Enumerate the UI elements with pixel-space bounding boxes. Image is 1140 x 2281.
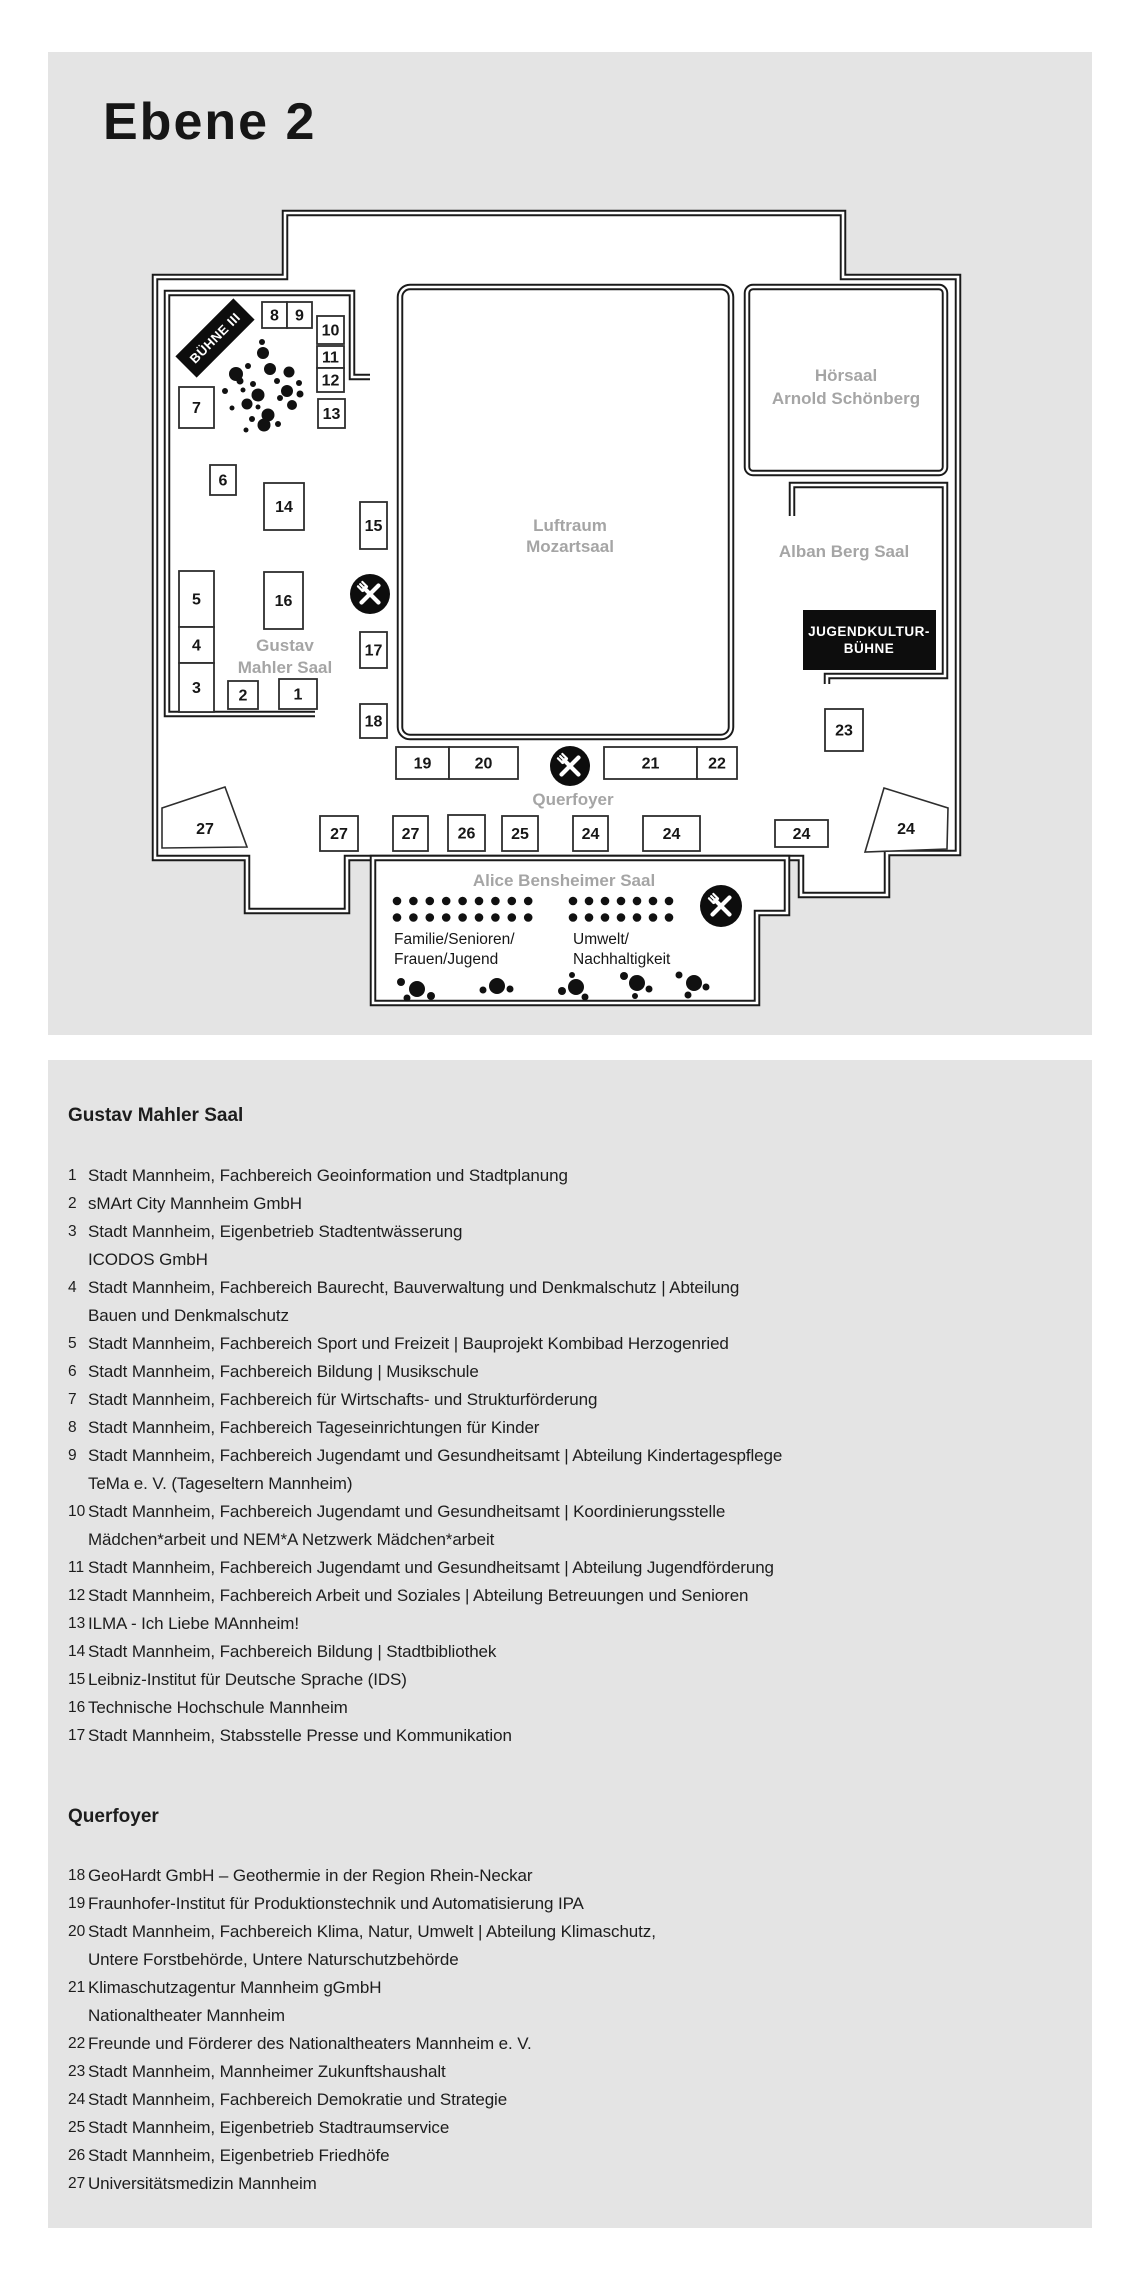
crowd-dot bbox=[242, 399, 253, 410]
audience-dot bbox=[633, 913, 642, 922]
crowd-dot bbox=[427, 992, 435, 1000]
legend-entry-text: Universitätsmedizin Mannheim bbox=[88, 2174, 317, 2193]
legend-entry-text: Stadt Mannheim, Eigenbetrieb Stadtentwässerung bbox=[88, 1222, 463, 1241]
legend-entry-text: GeoHardt GmbH – Geothermie in der Region Rhein-Neckar bbox=[88, 1866, 533, 1885]
crowd-dot bbox=[287, 400, 297, 410]
crowd-dot bbox=[249, 416, 255, 422]
legend-entry-number: 4 bbox=[68, 1279, 77, 1296]
legend-entry-number: 5 bbox=[68, 1335, 77, 1352]
legend-entry-text: Stadt Mannheim, Fachbereich Klima, Natur, Umwelt | Abteilung Klimaschutz, bbox=[88, 1922, 656, 1941]
legend-entry-13 bbox=[48, 1610, 1092, 1638]
legend-entry-24 bbox=[48, 2086, 1092, 2114]
crowd-dot bbox=[250, 381, 256, 387]
legend-entry-number: 16 bbox=[68, 1699, 86, 1716]
legend-section-querfoyer bbox=[48, 1806, 1092, 2193]
legend-entry-text: Nationaltheater Mannheim bbox=[88, 2006, 285, 2025]
booth-24-label: 24 bbox=[792, 826, 811, 843]
legend-entry-number: 9 bbox=[68, 1447, 77, 1464]
crowd-dot bbox=[244, 428, 249, 433]
crowd-dot bbox=[507, 986, 514, 993]
legend-entry-text: sMArt City Mannheim GmbH bbox=[88, 1194, 302, 1213]
legend-entry-9 bbox=[48, 1442, 1092, 1470]
legend-entry-2 bbox=[48, 1190, 1092, 1218]
legend-entry-11 bbox=[48, 1554, 1092, 1582]
umwelt-label: Umwelt/ bbox=[573, 931, 629, 948]
legend-entry-number: 12 bbox=[68, 1587, 86, 1604]
audience-dot bbox=[426, 897, 435, 906]
legend-entry-text: Stadt Mannheim, Fachbereich Jugendamt und Gesundheitsamt | Abteilung Kindertagespflege bbox=[88, 1446, 783, 1465]
jugendkultur-buehne-label: JUGENDKULTUR- bbox=[808, 624, 930, 639]
booth-15-label: 15 bbox=[364, 518, 383, 535]
legend-entry-text: Leibniz-Institut für Deutsche Sprache (IDS) bbox=[88, 1670, 407, 1689]
crowd-dot bbox=[646, 986, 653, 993]
legend-entry-text: Stadt Mannheim, Stabsstelle Presse und Kommunikation bbox=[88, 1726, 512, 1745]
audience-dot bbox=[458, 897, 467, 906]
hoersaal-label: Hörsaal bbox=[814, 366, 878, 385]
gustav-mahler-saal-label: Gustav bbox=[256, 636, 314, 655]
crowd-dot bbox=[568, 979, 584, 995]
legend-entry-number: 14 bbox=[68, 1643, 86, 1660]
crowd-dot bbox=[489, 978, 505, 994]
audience-dot bbox=[601, 897, 610, 906]
buehne-iii-label: BÜHNE III bbox=[186, 309, 244, 367]
legend-entry-text: TeMa e. V. (Tageseltern Mannheim) bbox=[88, 1474, 353, 1493]
audience-dot bbox=[649, 897, 658, 906]
legend-entry-text: Stadt Mannheim, Fachbereich Jugendamt und Gesundheitsamt | Abteilung Jugendförderung bbox=[88, 1558, 774, 1577]
hoersaal-label: Arnold Schönberg bbox=[771, 389, 921, 408]
legend-entry-continuation bbox=[48, 1946, 1092, 1974]
restaurant-icon bbox=[550, 746, 590, 786]
crowd-dot bbox=[256, 405, 261, 410]
luftraum-mozartsaal-room bbox=[400, 287, 731, 737]
legend-entry-26 bbox=[48, 2142, 1092, 2170]
legend-entry-number: 13 bbox=[68, 1615, 86, 1632]
luftraum-mozartsaal-label: Luftraum bbox=[533, 516, 607, 535]
legend-entry-14 bbox=[48, 1638, 1092, 1666]
legend-entry-number: 15 bbox=[68, 1671, 86, 1688]
legend-entry-number: 24 bbox=[68, 2091, 86, 2108]
jugendkultur-buehne bbox=[803, 610, 936, 670]
booth-2-label: 2 bbox=[238, 687, 248, 705]
floorplan-panel bbox=[48, 52, 1092, 1035]
audience-dot bbox=[409, 897, 418, 906]
legend-entry-18 bbox=[48, 1862, 1092, 1890]
audience-dot bbox=[617, 897, 626, 906]
crowd-dot bbox=[264, 363, 276, 375]
legend-entry-number: 11 bbox=[68, 1559, 85, 1576]
booth-13-label: 13 bbox=[322, 406, 341, 423]
legend-entry-12 bbox=[48, 1582, 1092, 1610]
legend-entry-text: Stadt Mannheim, Fachbereich Sport und Freizeit | Bauprojekt Kombibad Herzogenried bbox=[88, 1334, 729, 1353]
booth-9-label: 9 bbox=[295, 307, 304, 325]
crowd-dot bbox=[230, 406, 235, 411]
crowd-dot bbox=[558, 987, 566, 995]
audience-dot bbox=[491, 913, 500, 922]
legend-entry-number: 17 bbox=[68, 1727, 86, 1744]
legend-entry-number: 3 bbox=[68, 1223, 77, 1240]
legend-entry-number: 19 bbox=[68, 1895, 86, 1912]
booth-22-label: 22 bbox=[708, 755, 726, 773]
legend-entry-number: 18 bbox=[68, 1867, 86, 1884]
gustav-mahler-saal-label: Mahler Saal bbox=[237, 658, 333, 677]
crowd-dot bbox=[404, 995, 411, 1002]
crowd-dot bbox=[629, 975, 645, 991]
legend-entry-number: 23 bbox=[68, 2063, 86, 2080]
legend-entry-10 bbox=[48, 1498, 1092, 1526]
jugendkultur-buehne-stage bbox=[803, 610, 936, 670]
legend-heading: Gustav Mahler Saal bbox=[68, 1105, 244, 1126]
booth-24-label: 24 bbox=[581, 826, 600, 843]
audience-dot bbox=[491, 897, 500, 906]
booth-10-label: 10 bbox=[321, 322, 340, 340]
legend-entry-number: 21 bbox=[68, 1979, 86, 1996]
legend-entry-7 bbox=[48, 1386, 1092, 1414]
jugendkultur-buehne-label: BÜHNE bbox=[843, 641, 895, 656]
crowd-dot bbox=[409, 981, 425, 997]
audience-dot bbox=[665, 897, 674, 906]
audience-dot bbox=[569, 913, 578, 922]
restaurant-icon bbox=[700, 885, 742, 927]
booth-17-label: 17 bbox=[364, 642, 383, 660]
legend-entry-text: Stadt Mannheim, Mannheimer Zukunftshaushalt bbox=[88, 2062, 446, 2081]
crowd-dot bbox=[275, 421, 281, 427]
crowd-dot bbox=[259, 339, 265, 345]
legend-entry-3 bbox=[48, 1218, 1092, 1246]
audience-dot bbox=[409, 913, 418, 922]
legend-entry-number: 22 bbox=[68, 2035, 86, 2052]
booth-24-label: 24 bbox=[897, 821, 915, 838]
legend-entry-text: Mädchen*arbeit und NEM*A Netzwerk Mädchen*arbeit bbox=[88, 1530, 495, 1549]
legend-entry-20 bbox=[48, 1918, 1092, 1946]
crowd-dot bbox=[397, 978, 405, 986]
crowd-dot bbox=[569, 972, 575, 978]
legend-entry-text: Fraunhofer-Institut für Produktionstechnik und Automatisierung IPA bbox=[88, 1894, 584, 1913]
legend-section-gustav-mahler-saal bbox=[48, 1105, 1092, 1745]
crowd-dot bbox=[281, 385, 293, 397]
legend-heading: Querfoyer bbox=[68, 1806, 159, 1827]
audience-dot bbox=[601, 913, 610, 922]
audience-dot bbox=[524, 913, 533, 922]
legend-entry-continuation bbox=[48, 1526, 1092, 1554]
booth-12-label: 12 bbox=[321, 372, 340, 390]
legend-entry-text: Bauen und Denkmalschutz bbox=[88, 1306, 289, 1325]
legend-entry-continuation bbox=[48, 1470, 1092, 1498]
crowd-dot bbox=[222, 388, 228, 394]
legend-entry-8 bbox=[48, 1414, 1092, 1442]
legend-entry-number: 10 bbox=[68, 1503, 86, 1520]
legend-rows bbox=[48, 1862, 1092, 2198]
legend-entry-continuation bbox=[48, 2002, 1092, 2030]
legend-entry-text: ICODOS GmbH bbox=[88, 1250, 208, 1269]
umwelt-label: Nachhaltigkeit bbox=[573, 951, 671, 968]
crowd-dot bbox=[676, 972, 683, 979]
audience-dot bbox=[633, 897, 642, 906]
crowd-dot bbox=[257, 347, 269, 359]
audience-dot bbox=[475, 897, 484, 906]
booth-3-label: 3 bbox=[192, 680, 201, 697]
legend-entry-text: Technische Hochschule Mannheim bbox=[88, 1698, 348, 1717]
legend-entry-text: Stadt Mannheim, Fachbereich Geoinformation und Stadtplanung bbox=[88, 1166, 568, 1185]
crowd-dot bbox=[297, 391, 304, 398]
booth-14-label: 14 bbox=[275, 499, 293, 516]
audience-dot bbox=[442, 897, 451, 906]
crowd-dot bbox=[685, 992, 692, 999]
legend-entry-text: Stadt Mannheim, Fachbereich Tageseinrichtungen für Kinder bbox=[88, 1418, 540, 1437]
legend-entry-number: 8 bbox=[68, 1419, 77, 1436]
booth-27-label: 27 bbox=[330, 826, 348, 843]
audience-dot bbox=[426, 913, 435, 922]
booth-8-label: 8 bbox=[270, 307, 279, 325]
legend-entry-text: Stadt Mannheim, Fachbereich Bildung | Stadtbibliothek bbox=[88, 1642, 497, 1661]
restaurant-icon bbox=[350, 574, 390, 614]
querfoyer-label: Querfoyer bbox=[532, 790, 614, 809]
booth-26-label: 26 bbox=[457, 825, 476, 843]
legend-entry-23 bbox=[48, 2058, 1092, 2086]
audience-dot bbox=[475, 913, 484, 922]
legend-panel bbox=[48, 1060, 1092, 2228]
crowd-dot bbox=[480, 987, 487, 994]
legend-entry-continuation bbox=[48, 1302, 1092, 1330]
booth-18-label: 18 bbox=[364, 713, 383, 731]
luftraum-mozartsaal-label: Mozartsaal bbox=[526, 537, 614, 556]
legend-entry-number: 7 bbox=[68, 1391, 77, 1408]
legend-entry-number: 2 bbox=[68, 1195, 77, 1212]
audience-dot bbox=[665, 913, 674, 922]
legend-entry-text: Klimaschutzagentur Mannheim gGmbH bbox=[88, 1978, 382, 1997]
audience-dot bbox=[458, 913, 467, 922]
legend-entry-text: Freunde und Förderer des Nationaltheaters Mannheim e. V. bbox=[88, 2034, 532, 2053]
audience-dot bbox=[524, 897, 533, 906]
alice-bensheimer-saal-label: Alice Bensheimer Saal bbox=[472, 871, 656, 890]
legend-entry-27 bbox=[48, 2170, 1092, 2198]
booth-6-label: 6 bbox=[218, 472, 228, 490]
booth-23-label: 23 bbox=[835, 722, 853, 740]
booth-16-label: 16 bbox=[274, 593, 293, 610]
legend-entry-17 bbox=[48, 1722, 1092, 1750]
familie-senioren-label: Frauen/Jugend bbox=[394, 951, 499, 968]
audience-dot bbox=[508, 897, 517, 906]
booth-27-label: 27 bbox=[196, 821, 214, 838]
legend-entry-22 bbox=[48, 2030, 1092, 2058]
legend-entry-text: Stadt Mannheim, Fachbereich Baurecht, Bauverwaltung und Denkmalschutz | Abteilung bbox=[88, 1278, 740, 1297]
legend-entry-16 bbox=[48, 1694, 1092, 1722]
legend-entry-number: 26 bbox=[68, 2147, 86, 2164]
booth-5-label: 5 bbox=[192, 591, 201, 609]
legend-entry-number: 25 bbox=[68, 2119, 86, 2136]
legend-entry-number: 20 bbox=[68, 1923, 86, 1940]
legend-entry-19 bbox=[48, 1890, 1092, 1918]
crowd-dot bbox=[245, 363, 251, 369]
audience-dot bbox=[442, 913, 451, 922]
legend-entry-text: Stadt Mannheim, Fachbereich Arbeit und Soziales | Abteilung Betreuungen und Senioren bbox=[88, 1586, 749, 1605]
legend-entry-25 bbox=[48, 2114, 1092, 2142]
crowd-dot bbox=[582, 994, 589, 1001]
booth-4-label: 4 bbox=[192, 637, 201, 655]
audience-dot bbox=[508, 913, 517, 922]
legend-entry-number: 6 bbox=[68, 1363, 77, 1380]
legend-entry-number: 27 bbox=[68, 2175, 86, 2192]
crowd-dot bbox=[252, 389, 265, 402]
audience-dot bbox=[393, 897, 402, 906]
legend-entry-text: Stadt Mannheim, Fachbereich Demokratie und Strategie bbox=[88, 2090, 508, 2109]
booth-19-label: 19 bbox=[413, 755, 432, 773]
legend-entry-21 bbox=[48, 1974, 1092, 2002]
legend-entry-text: Stadt Mannheim, Eigenbetrieb Stadtraumservice bbox=[88, 2118, 450, 2137]
crowd-dot bbox=[277, 395, 283, 401]
legend-entry-text: Stadt Mannheim, Fachbereich Jugendamt und Gesundheitsamt | Koordinierungsstelle bbox=[88, 1502, 726, 1521]
audience-dot bbox=[393, 913, 402, 922]
booth-11-label: 11 bbox=[322, 349, 339, 367]
audience-dot bbox=[585, 897, 594, 906]
crowd-dot bbox=[258, 419, 271, 432]
legend-entry-text: Untere Forstbehörde, Untere Naturschutzbehörde bbox=[88, 1950, 459, 1969]
legend-rows bbox=[48, 1162, 1092, 1750]
crowd-dot bbox=[274, 378, 280, 384]
crowd-dot bbox=[237, 378, 244, 385]
audience-dot bbox=[569, 897, 578, 906]
legend-entry-15 bbox=[48, 1666, 1092, 1694]
crowd-dot bbox=[296, 380, 302, 386]
audience-dot bbox=[585, 913, 594, 922]
crowd-dot bbox=[632, 993, 638, 999]
legend-entry-text: Stadt Mannheim, Eigenbetrieb Friedhöfe bbox=[88, 2146, 390, 2165]
legend-entry-5 bbox=[48, 1330, 1092, 1358]
floorplan-map bbox=[48, 52, 1092, 1035]
booth-21-label: 21 bbox=[641, 755, 660, 773]
booth-27-label: 27 bbox=[401, 826, 420, 843]
booth-24-label: 24 bbox=[662, 826, 681, 843]
legend-entry-text: Stadt Mannheim, Fachbereich für Wirtschafts- und Strukturförderung bbox=[88, 1390, 598, 1409]
legend-entry-6 bbox=[48, 1358, 1092, 1386]
legend-entry-text: Stadt Mannheim, Fachbereich Bildung | Musikschule bbox=[88, 1362, 479, 1381]
crowd-dot bbox=[703, 984, 710, 991]
crowd-dot bbox=[241, 388, 246, 393]
audience-dot bbox=[617, 913, 626, 922]
legend-entry-continuation bbox=[48, 1246, 1092, 1274]
legend-entry-number: 1 bbox=[68, 1167, 77, 1184]
booth-25-label: 25 bbox=[511, 826, 529, 843]
crowd-dot bbox=[686, 975, 702, 991]
booth-1-label: 1 bbox=[293, 686, 303, 704]
crowd-dot bbox=[620, 972, 628, 980]
booth-20-label: 20 bbox=[474, 755, 493, 773]
alban-berg-saal-label: Alban Berg Saal bbox=[778, 542, 910, 561]
crowd-dot bbox=[284, 367, 295, 378]
legend-entry-text: ILMA - Ich Liebe MAnnheim! bbox=[88, 1614, 299, 1633]
booth-7-label: 7 bbox=[192, 400, 201, 417]
familie-senioren-label: Familie/Senioren/ bbox=[394, 931, 515, 948]
audience-dot bbox=[649, 913, 658, 922]
legend-entry-1 bbox=[48, 1162, 1092, 1190]
legend-entry-4 bbox=[48, 1274, 1092, 1302]
page-title: Ebene 2 bbox=[103, 93, 317, 151]
